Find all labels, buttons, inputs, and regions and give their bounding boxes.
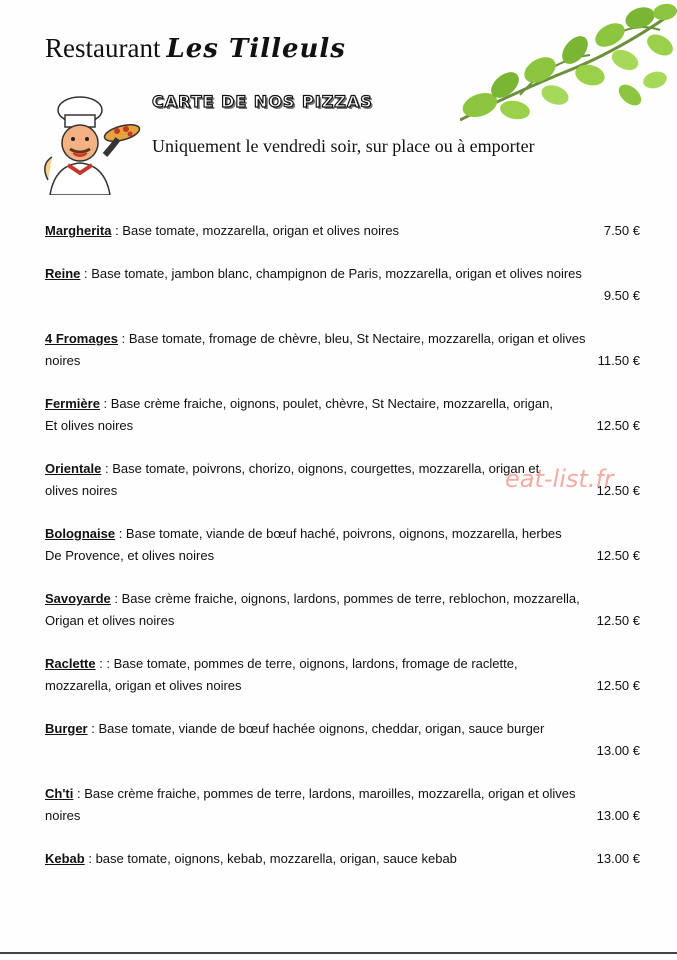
item-desc: : Base tomate, viande de bœuf haché, poivrons, oignons, mozzarella, herbes	[115, 526, 562, 541]
item-price: 13.00 €	[596, 743, 640, 758]
item-price: 13.00 €	[596, 851, 640, 866]
menu-item	[45, 328, 640, 372]
item-name: Reine	[45, 266, 81, 281]
item-name: Savoyarde	[45, 591, 111, 606]
item-desc: : base tomate, oignons, kebab, mozzarella, origan, sauce kebab	[84, 851, 457, 866]
item-name: Margherita	[45, 223, 112, 238]
item-desc: : Base tomate, fromage de chèvre, bleu, St Nectaire, mozzarella, origan et olives	[117, 331, 586, 346]
menu-item	[45, 393, 640, 437]
leaves-icon	[460, 0, 677, 130]
item-desc: : Base tomate, poivrons, chorizo, oignons, courgettes, mozzarella, origan et	[101, 461, 540, 476]
menu-item	[45, 263, 640, 307]
item-desc: : Base tomate, jambon blanc, champignon de Paris, mozzarella, origan et olives noires	[80, 266, 582, 281]
pizza-menu-list	[45, 220, 640, 870]
chef-pizza-icon	[40, 95, 145, 195]
item-name: Orientale	[45, 461, 102, 476]
item-desc-2: Et olives noires	[45, 418, 134, 433]
item-name: Raclette	[45, 656, 96, 671]
item-desc-2: noires	[45, 808, 81, 823]
item-desc: : Base tomate, viande de bœuf hachée oignons, cheddar, origan, sauce burger	[87, 721, 545, 736]
item-desc-2: olives noires	[45, 483, 118, 498]
carte-title: CARTE DE NOS PIZZAS	[152, 92, 373, 111]
item-price: 12.50 €	[596, 418, 640, 433]
item-desc-2: noires	[45, 353, 81, 368]
menu-item	[45, 653, 640, 697]
restaurant-name: Les Tilleuls	[166, 34, 346, 64]
item-price: 13.00 €	[596, 808, 640, 823]
item-desc: : Base tomate, mozzarella, origan et olives noires	[111, 223, 400, 238]
item-desc: : Base crème fraiche, oignons, poulet, chèvre, St Nectaire, mozzarella, origan,	[99, 396, 553, 411]
item-desc-2: De Provence, et olives noires	[45, 548, 215, 563]
item-name: Kebab	[45, 851, 85, 866]
item-name: Fermière	[45, 396, 100, 411]
item-name: Ch'ti	[45, 786, 74, 801]
item-desc-2: Origan et olives noires	[45, 613, 175, 628]
item-desc-2: mozzarella, origan et olives noires	[45, 678, 242, 693]
item-desc: : Base crème fraiche, oignons, lardons, pommes de terre, reblochon, mozzarella,	[110, 591, 580, 606]
item-desc: : : Base tomate, pommes de terre, oignons, lardons, fromage de raclette,	[95, 656, 518, 671]
item-name: Bolognaise	[45, 526, 116, 541]
menu-item	[45, 783, 640, 827]
item-price: 7.50 €	[603, 223, 640, 238]
watermark: eat-list.fr	[505, 465, 614, 493]
menu-item	[45, 220, 640, 242]
subtitle: Uniquement le vendredi soir, sur place ou à emporter	[152, 136, 535, 156]
item-desc: : Base crème fraiche, pommes de terre, lardons, maroilles, mozzarella, origan et olives	[73, 786, 576, 801]
restaurant-title	[45, 33, 346, 64]
item-price: 11.50 €	[597, 353, 640, 368]
item-price: 12.50 €	[596, 548, 640, 563]
restaurant-word: Restaurant	[45, 33, 161, 63]
menu-item	[45, 523, 640, 567]
item-price: 9.50 €	[603, 288, 640, 303]
menu-item	[45, 588, 640, 632]
item-name: Burger	[45, 721, 88, 736]
item-price: 12.50 €	[596, 483, 640, 498]
item-price: 12.50 €	[596, 613, 640, 628]
menu-item	[45, 718, 640, 762]
menu-item	[45, 848, 640, 870]
item-price: 12.50 €	[596, 678, 640, 693]
bottom-divider	[0, 952, 677, 954]
item-name: 4 Fromages	[45, 331, 118, 346]
